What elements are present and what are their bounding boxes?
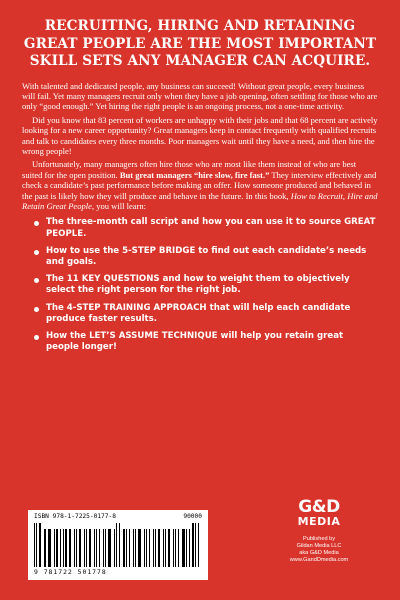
learning-points-list [34,217,378,353]
barcode-stripe [182,529,185,567]
learning-point [34,303,378,325]
barcode-stripe [138,529,141,567]
barcode-stripe [165,529,166,567]
barcode-stripe [84,529,85,567]
barcode-stripe [96,529,98,567]
barcode-stripe [175,529,176,567]
barcode-stripe [86,529,87,567]
publisher-line-4: www.GandDmedia.com [289,557,349,563]
barcode-stripe [153,529,154,567]
barcode-stripe [65,529,67,567]
barcode-stripe [155,529,156,567]
barcode-stripe [56,529,58,567]
barcode-stripe [163,529,164,567]
paragraph-2: Did you know that 83 percent of workers are unhappy with their jobs and that 68 percent are actively looking for a new career opportunity? Great managers keep in contact frequently with qualified recruits and talk to candidates every three months. Poor managers wait until they have a need, and then hire the wrong people! [22,114,378,156]
bullet-icon [34,278,39,283]
barcode-bars-icon [34,523,202,567]
logo-subtext: MEDIA [297,515,341,528]
learning-point [34,274,378,296]
barcode-stripe [149,529,151,567]
barcode-stripe [129,529,130,567]
paragraph-1: With talented and dedicated people, any business can succeed! Without great people, every business will fail. Yet many managers recruit only when they have a job opening, often settling for those who are only “good enough.” Yet hiring the right people is an ongoing process, not a one-time activity. [22,80,378,112]
publisher-line-3: aka G&D Media [299,550,339,556]
learning-point-text: The three-month call script and how you can use it to source GREAT PEOPLE. [46,217,376,239]
bullet-icon [34,307,39,312]
bullet-icon [34,250,39,255]
barcode-stripe [79,529,82,567]
learning-point [34,331,378,353]
paragraph-3-text-c: They interview effectively and check a candidate’s past performance before making an offer. How someone produced and behaved in the past is likely how they will produce and behave in the future. In this book, [22,169,377,201]
barcode-stripe [119,523,120,567]
barcode-stripe [146,529,147,567]
barcode-stripe [189,529,190,567]
publisher-line-2: Gildan Media LLC [296,543,342,549]
learning-point [34,246,378,268]
barcode-stripe [54,529,55,567]
isbn-line [34,513,202,521]
learning-point-text: How the LET’S ASSUME TECHNIQUE will help you retain great people longer! [46,331,344,353]
learning-point-text: The 4-STEP TRAINING APPROACH that will help each candidate produce faster results. [46,302,351,324]
barcode-stripe [69,529,71,567]
barcode-stripe [168,529,170,567]
learning-point-text: The 11 KEY QUESTIONS and how to weight them to objectively select the right person for the right job. [46,274,350,296]
barcode-stripe [195,523,196,567]
barcode-stripe [44,529,45,567]
barcode-stripe [123,529,125,567]
barcode-stripe [178,529,179,567]
paragraph-3-text-a: Unfortunately, many managers often hire those who are most like them instead of who are best suited for the open position. [22,159,357,180]
barcode-stripe [105,529,106,567]
price-code: 90000 [183,513,202,520]
barcode-stripe [36,523,37,567]
barcode [28,510,208,580]
bullet-icon [34,221,39,226]
barcode-stripe [192,523,194,567]
barcode-stripe [133,529,135,567]
barcode-stripe [89,529,91,567]
barcode-stripe [76,529,77,567]
barcode-stripe [45,529,46,567]
publisher-info [258,536,380,564]
paragraph-3-text-e: , you will learn: [91,200,147,211]
barcode-stripe [116,523,117,567]
barcode-stripe [135,529,136,567]
barcode-stripe [103,529,104,567]
paragraph-3 [22,159,378,211]
barcode-digits: 9 781722 501778 [34,568,107,576]
barcode-stripe [144,529,145,567]
barcode-stripe [108,529,111,567]
paragraph-3-emphasis: But great managers “hire slow, fire fast.” [119,169,270,180]
bullet-icon [34,335,39,340]
barcode-stripe [94,529,95,567]
book-title: How to Recruit, Hire and Retain Great People [22,190,378,211]
headline: RECRUITING, HIRING AND RETAINING GREAT PEOPLE ARE THE MOST IMPORTANT SKILL SETS ANY MANAGER CAN ACQUIRE. [23,18,377,69]
barcode-stripe [39,523,41,567]
barcode-stripe [60,529,61,567]
publisher-logo [288,498,350,528]
barcode-stripe [186,529,187,567]
publisher-line-1: Published by [302,536,336,542]
learning-point [34,217,378,239]
barcode-stripe [126,529,127,567]
barcode-stripe [48,529,51,567]
learning-point-text: How to use the 5-STEP BRIDGE to find out each candidate’s needs and goals. [46,245,367,267]
logo-mark: G&D [298,497,340,517]
barcode-stripe [114,529,116,567]
barcode-stripe [63,529,64,567]
barcode-stripe [74,529,75,567]
barcode-stripe [198,523,199,567]
body-text [22,81,378,212]
isbn-number: ISBN 978-1-7225-0177-8 [34,513,116,520]
barcode-stripe [173,529,175,567]
barcode-stripe [34,523,35,567]
barcode-stripe [99,529,100,567]
barcode-stripe [158,529,160,567]
